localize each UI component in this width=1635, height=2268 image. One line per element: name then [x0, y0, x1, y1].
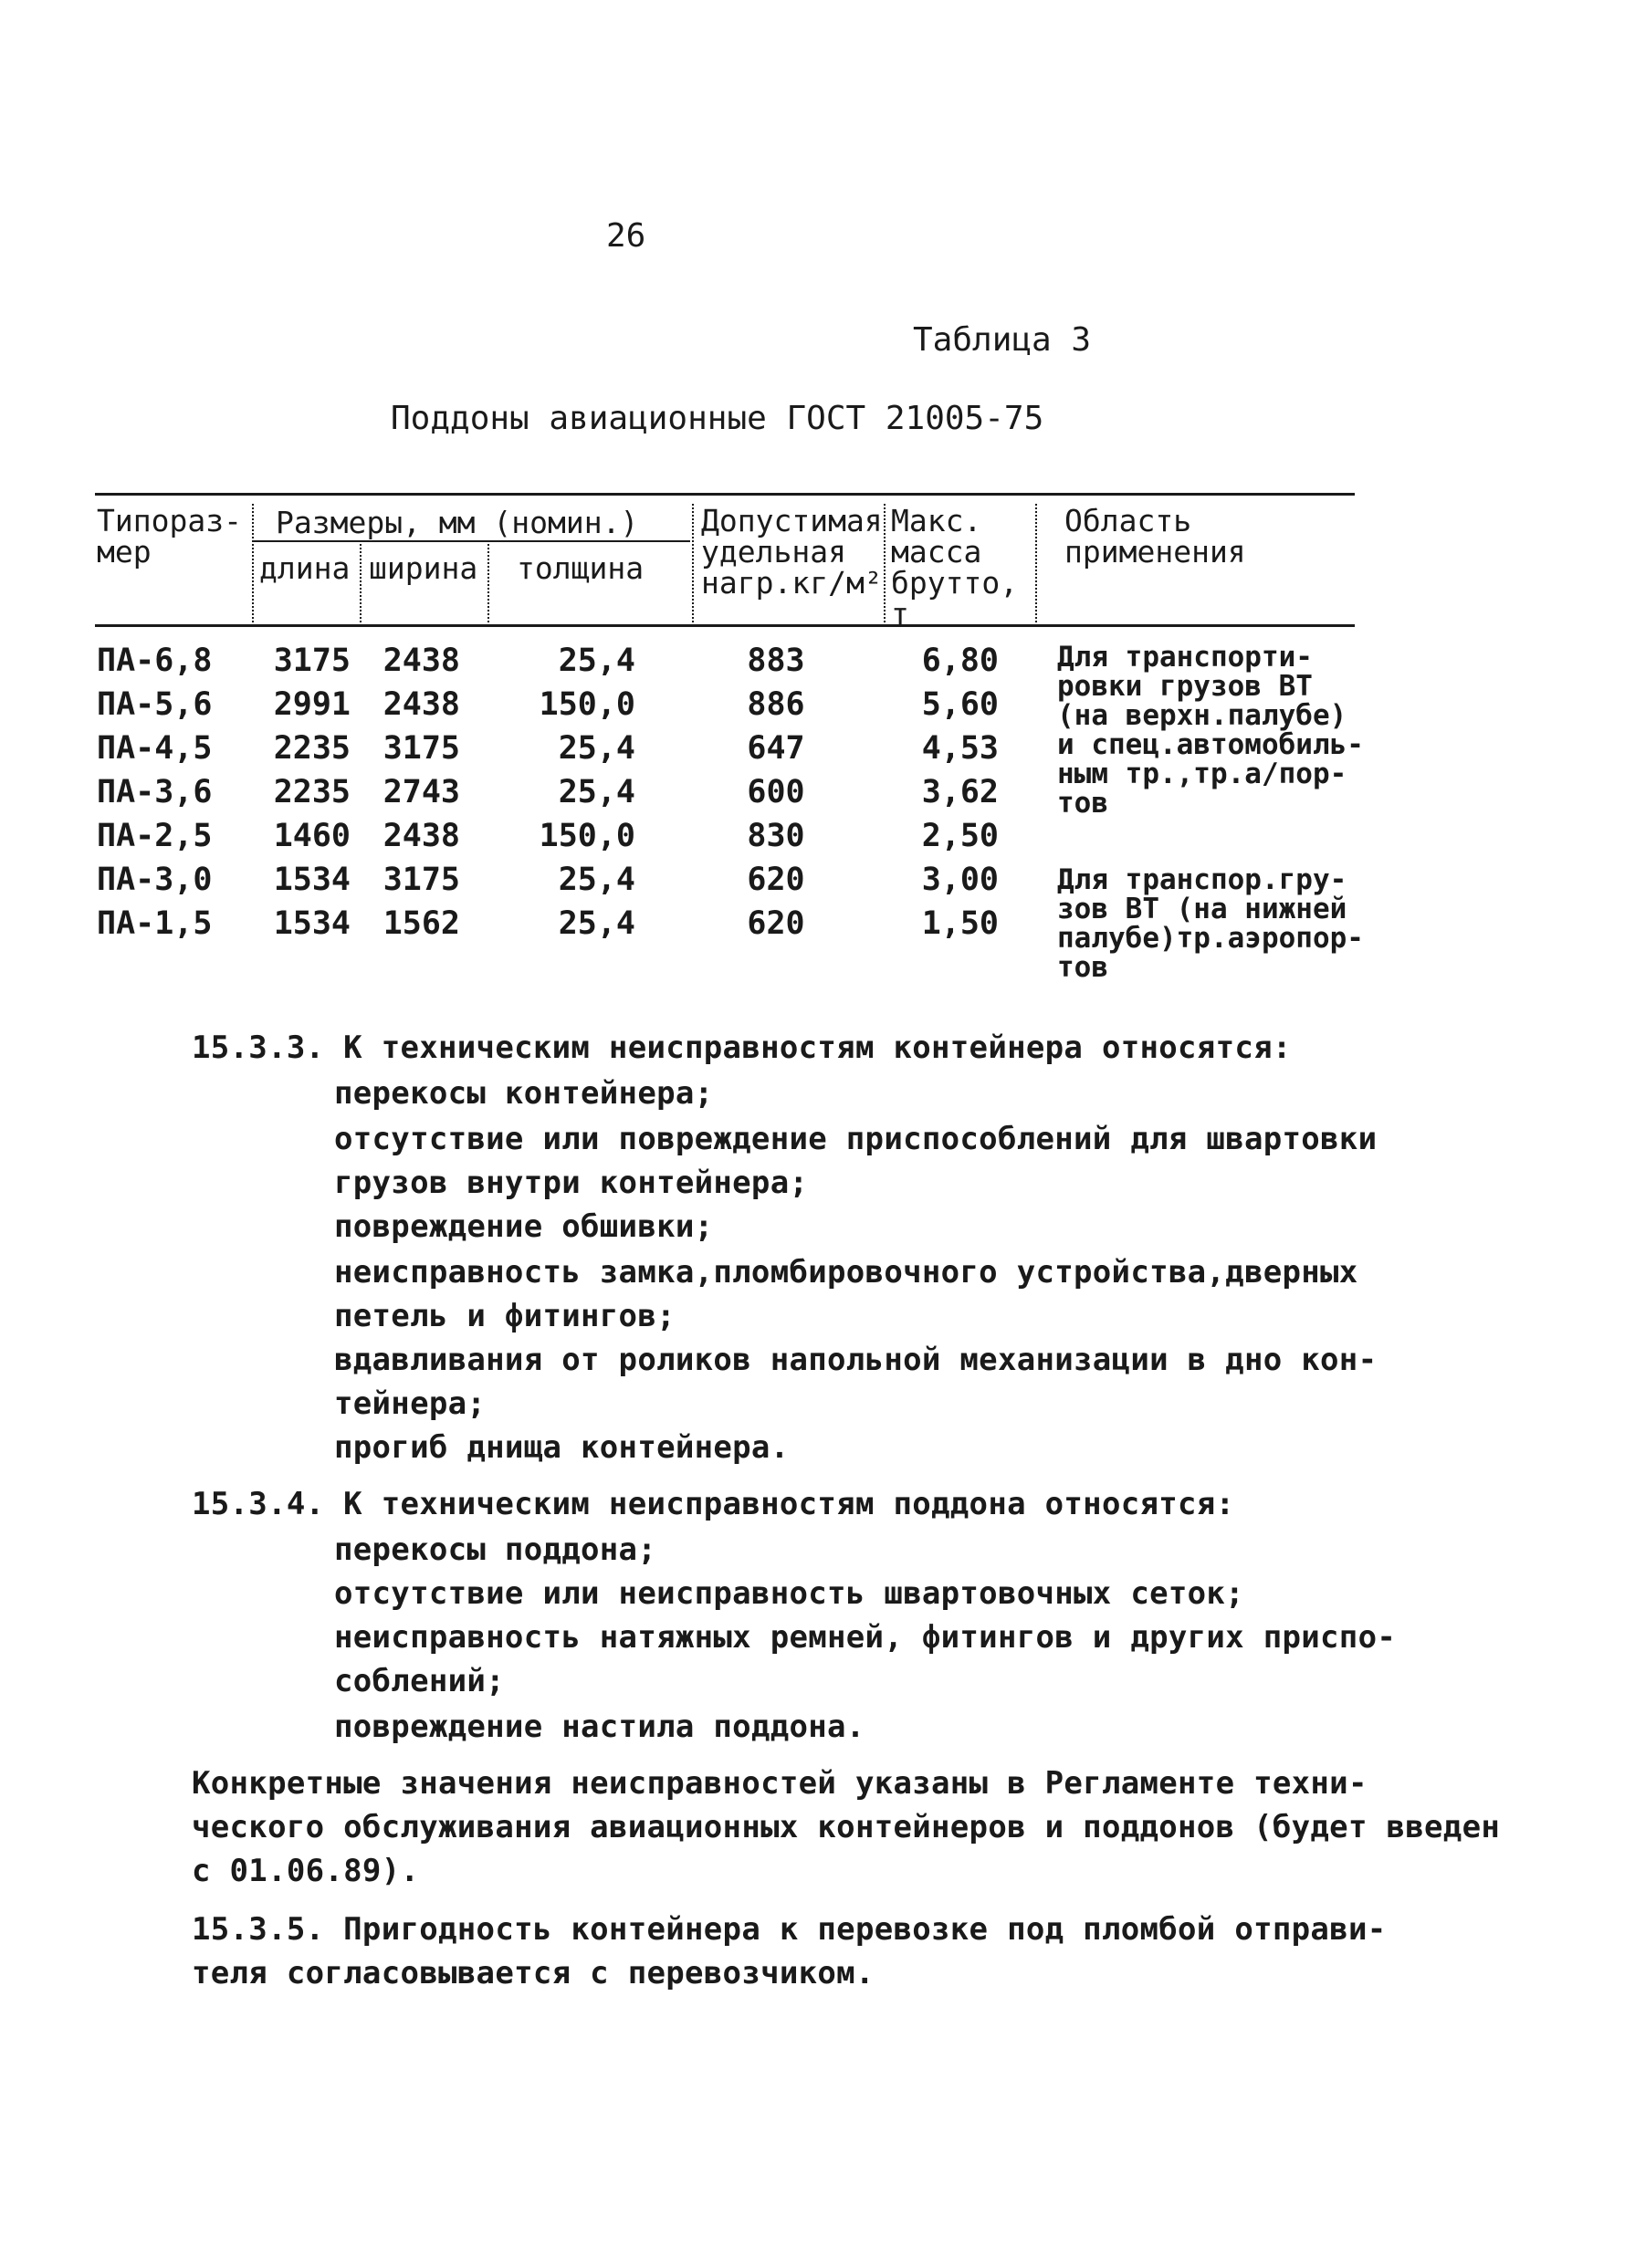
table-cell-length: 2235	[273, 730, 351, 767]
table-cell-thickness: 25,4	[558, 905, 635, 942]
header-thickness: толщина	[517, 550, 645, 586]
text-line: с 01.06.89).	[192, 1853, 420, 1889]
header-load: Допустимая удельная нагр.кг/м²	[701, 503, 883, 601]
table-cell-load: 647	[747, 730, 805, 767]
text-line: тейнера;	[334, 1385, 487, 1422]
table-cell-mass: 3,62	[921, 774, 999, 810]
text-line: отсутствие или неисправность швартовочных сеток;	[334, 1575, 1244, 1612]
table-cell-type: ПА-5,6	[97, 686, 213, 723]
table-cell-width: 2438	[383, 686, 460, 723]
text-line: повреждение обшивки;	[334, 1208, 714, 1245]
table-cell-width: 3175	[383, 862, 460, 898]
text-line: прогиб днища контейнера.	[334, 1429, 790, 1466]
col-divider	[360, 544, 362, 622]
header-area: Область применения	[1064, 503, 1246, 570]
table-label: Таблица 3	[913, 321, 1092, 359]
table-cell-load: 600	[747, 774, 805, 810]
table-cell-thickness: 25,4	[558, 643, 635, 679]
text-line: 15.3.5. Пригодность контейнера к перевозке под пломбой отправи-	[192, 1911, 1387, 1948]
text-line: отсутствие или повреждение приспособлений для швартовки	[334, 1121, 1378, 1157]
area-note: Для транспорти- ровки грузов ВТ (на верхн.палубе) и спец.автомобиль- ным тр.,тр.а/пор- тов	[1057, 641, 1364, 820]
table-cell-mass: 3,00	[921, 862, 999, 898]
table-title: Поддоны авиационные ГОСТ 21005-75	[391, 400, 1044, 437]
text-line: грузов внутри контейнера;	[334, 1165, 809, 1201]
col-divider	[692, 504, 694, 622]
table-cell-width: 2438	[383, 643, 460, 679]
dims-group-underline	[254, 540, 690, 542]
page-number: 26	[606, 217, 646, 255]
table-cell-type: ПА-3,6	[97, 774, 213, 810]
header-mass: Макс. масса брутто, т	[891, 503, 1019, 632]
table-cell-thickness: 25,4	[558, 774, 635, 810]
table-cell-type: ПА-2,5	[97, 818, 213, 854]
text-line: неисправность натяжных ремней, фитингов и других приспо-	[334, 1619, 1397, 1656]
table-cell-mass: 4,53	[921, 730, 999, 767]
table-cell-length: 1534	[273, 905, 351, 942]
table-cell-type: ПА-6,8	[97, 643, 213, 679]
text-line: 15.3.4. К техническим неисправностям поддона относятся:	[192, 1486, 1235, 1522]
table-cell-load: 830	[747, 818, 805, 854]
table-cell-length: 2991	[273, 686, 351, 723]
table-cell-length: 3175	[273, 643, 351, 679]
table-cell-mass: 2,50	[921, 818, 999, 854]
text-line: перекосы контейнера;	[334, 1075, 714, 1112]
col-divider	[487, 544, 489, 622]
text-line: соблений;	[334, 1663, 505, 1699]
col-divider	[252, 504, 254, 622]
table-cell-mass: 1,50	[921, 905, 999, 942]
col-divider	[884, 504, 886, 622]
table-cell-load: 886	[747, 686, 805, 723]
table-cell-thickness: 25,4	[558, 730, 635, 767]
header-bottom-rule	[95, 624, 1355, 627]
header-dimensions: Размеры, мм (номин.)	[276, 505, 639, 540]
area-note: Для транспор.гру- зов ВТ (на нижней палубе)тр.аэропор- тов	[1057, 863, 1364, 984]
table-cell-type: ПА-3,0	[97, 862, 213, 898]
table-cell-width: 2438	[383, 818, 460, 854]
table-cell-thickness: 150,0	[539, 818, 635, 854]
text-line: повреждение настила поддона.	[334, 1709, 865, 1745]
table-cell-load: 620	[747, 905, 805, 942]
header-width: ширина	[369, 550, 478, 586]
table-cell-mass: 6,80	[921, 643, 999, 679]
table-cell-length: 1534	[273, 862, 351, 898]
table-cell-width: 2743	[383, 774, 460, 810]
table-cell-thickness: 25,4	[558, 862, 635, 898]
table-cell-length: 2235	[273, 774, 351, 810]
table-cell-mass: 5,60	[921, 686, 999, 723]
table-cell-load: 883	[747, 643, 805, 679]
text-line: петель и фитингов;	[334, 1298, 676, 1334]
table-cell-thickness: 150,0	[539, 686, 635, 723]
text-line: ческого обслуживания авиационных контейнеров и поддонов (будет введен	[192, 1809, 1501, 1845]
table-cell-type: ПА-4,5	[97, 730, 213, 767]
table-top-rule	[95, 493, 1355, 496]
table-cell-type: ПА-1,5	[97, 905, 213, 942]
text-line: 15.3.3. К техническим неисправностям контейнера относятся:	[192, 1029, 1292, 1066]
col-divider	[1035, 504, 1037, 622]
text-line: теля согласовывается с перевозчиком.	[192, 1955, 875, 1991]
text-line: вдавливания от роликов напольной механизации в дно кон-	[334, 1342, 1378, 1378]
table-cell-length: 1460	[273, 818, 351, 854]
table-cell-width: 3175	[383, 730, 460, 767]
text-line: Конкретные значения неисправностей указаны в Регламенте техни-	[192, 1765, 1368, 1802]
table-cell-width: 1562	[383, 905, 460, 942]
header-type: Типораз- мер	[97, 503, 242, 570]
text-line: неисправность замка,пломбировочного устройства,дверных	[334, 1254, 1358, 1291]
table-cell-load: 620	[747, 862, 805, 898]
text-line: перекосы поддона;	[334, 1531, 657, 1568]
header-length: длина	[259, 550, 351, 586]
